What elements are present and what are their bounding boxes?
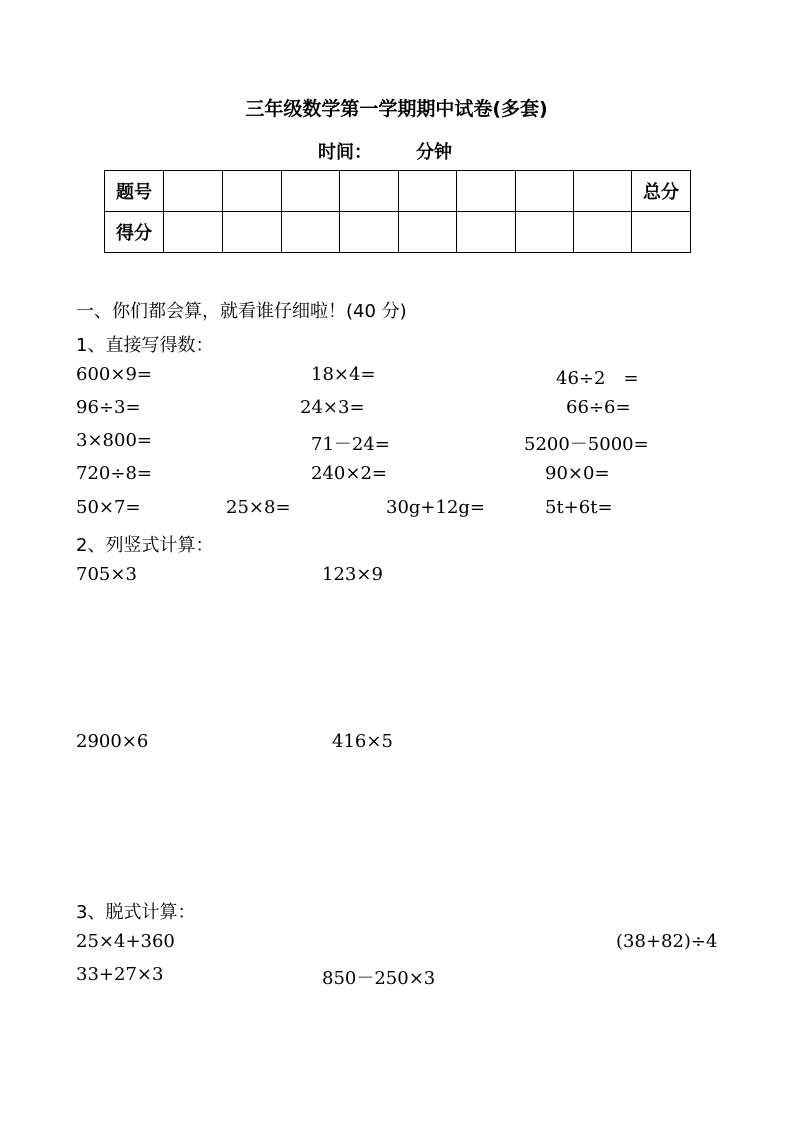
problem: 46÷2 = [556, 368, 639, 389]
time-label: 时间： [318, 142, 372, 163]
question-number-label: 题号 [105, 171, 164, 212]
problem: 50×7= [76, 497, 141, 518]
part3-heading: 3、脱式计算： [76, 902, 196, 923]
problem: 600×9= [76, 364, 152, 385]
score-cell [516, 212, 574, 253]
vertical-calc-problem: 2900×6 [76, 731, 149, 752]
problem: 5200－5000= [524, 434, 649, 455]
problem: 71－24= [311, 434, 390, 455]
problem: 5t+6t= [545, 497, 613, 518]
problem: 25×8= [226, 497, 291, 518]
page-title: 三年级数学第一学期期中试卷(多套) [245, 98, 548, 120]
time-unit: 分钟 [416, 142, 452, 163]
score-cell [574, 212, 632, 253]
step-calc-problem: 25×4+360 [76, 931, 175, 952]
step-calc-problem: 850－250×3 [322, 968, 436, 989]
total-label: 总分 [632, 171, 691, 212]
question-number-cell [457, 171, 516, 212]
score-cell [223, 212, 282, 253]
score-table [104, 170, 691, 253]
score-cell [164, 212, 223, 253]
section1-heading: 一、你们都会算，就看谁仔细啦！(40 分) [76, 301, 407, 322]
problem: 90×0= [545, 463, 610, 484]
score-table-row-question-number [105, 171, 691, 212]
question-number-cell [574, 171, 632, 212]
score-table-row-score [105, 212, 691, 253]
problem: 96÷3= [76, 397, 141, 418]
problem: 240×2= [311, 463, 387, 484]
score-cell [457, 212, 516, 253]
vertical-calc-problem: 705×3 [76, 564, 137, 585]
vertical-calc-problem: 123×9 [322, 564, 383, 585]
score-label: 得分 [105, 212, 164, 253]
question-number-cell [282, 171, 340, 212]
part1-heading: 1、直接写得数： [76, 335, 214, 356]
score-cell [399, 212, 457, 253]
part2-heading: 2、列竖式计算： [76, 535, 214, 556]
question-number-cell [516, 171, 574, 212]
problem: 30g+12g= [386, 497, 486, 518]
step-calc-problem: 33+27×3 [76, 964, 164, 985]
question-number-cell [223, 171, 282, 212]
step-calc-problem: (38+82)÷4 [616, 931, 718, 952]
question-number-cell [340, 171, 399, 212]
score-cell [340, 212, 399, 253]
problem: 66÷6= [566, 397, 631, 418]
problem: 720÷8= [76, 463, 152, 484]
question-number-cell [399, 171, 457, 212]
problem: 18×4= [311, 364, 376, 385]
problem: 3×800= [76, 430, 152, 451]
score-cell [282, 212, 340, 253]
vertical-calc-problem: 416×5 [332, 731, 393, 752]
total-score-cell [632, 212, 691, 253]
problem: 24×3= [300, 397, 365, 418]
question-number-cell [164, 171, 223, 212]
